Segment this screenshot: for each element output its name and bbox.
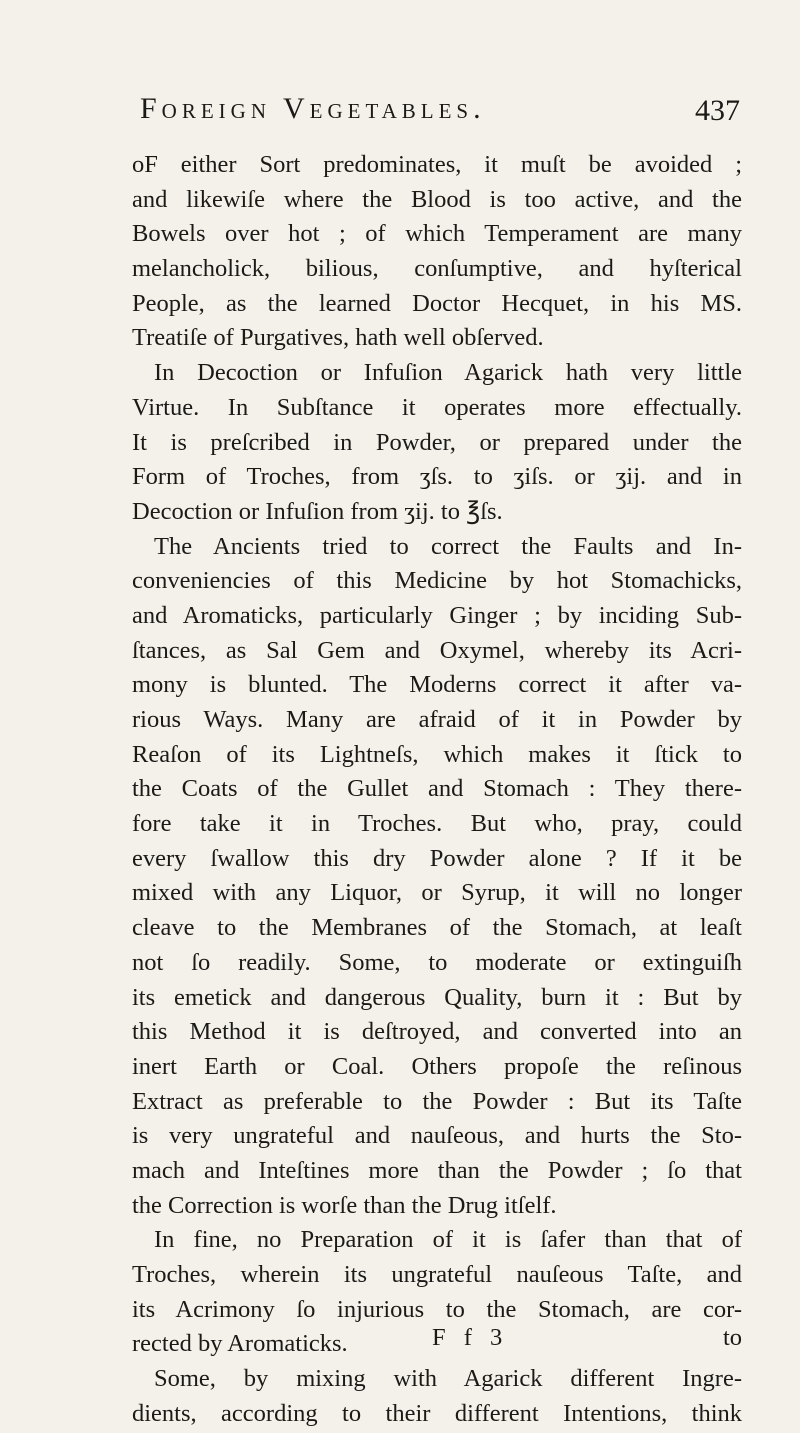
- text-line: dients, according to their different Intentions, think: [132, 1399, 742, 1427]
- text-line: Virtue. In Subſtance it operates more effectually.: [132, 393, 742, 421]
- page-number: 437: [695, 94, 740, 127]
- text-line: Bowels over hot ; of which Temperament are many: [132, 220, 742, 248]
- text-line: rious Ways. Many are afraid of it in Powder by: [132, 706, 742, 733]
- text-line: ſtances, as Sal Gem and Oxymel, whereby its Acri-: [132, 636, 742, 664]
- text-line: fore take it in Troches. But who, pray, could: [132, 810, 742, 838]
- signature-mark: F f 3: [432, 1324, 509, 1351]
- text-line: In fine, no Preparation of it is ſafer than that of: [154, 1226, 742, 1254]
- text-line: mach and Inteſtines more than the Powder ; ſo that: [132, 1156, 742, 1184]
- text-line: is very ungrateful and nauſeous, and hurts the Sto-: [132, 1122, 742, 1150]
- text-line: this Method it is deſtroyed, and converted into an: [132, 1018, 742, 1046]
- text-line: Troches, wherein its ungrateful nauſeous Taſte, and: [132, 1261, 742, 1288]
- text-line: Form of Troches, from ʒſs. to ʒiſs. or ʒij. and in: [132, 463, 742, 491]
- text-line: Some, by mixing with Agarick different Ingre-: [154, 1365, 742, 1393]
- text-line: mixed with any Liquor, or Syrup, it will no longer: [132, 879, 742, 907]
- text-line: not ſo readily. Some, to moderate or extinguiſh: [132, 948, 742, 976]
- text-line: the Coats of the Gullet and Stomach : They there-: [132, 775, 742, 803]
- catchword: to: [722, 1324, 742, 1351]
- text-line: its emetick and dangerous Quality, burn it : But by: [132, 983, 742, 1011]
- text-line: mony is blunted. The Moderns correct it after va-: [132, 671, 742, 699]
- running-head: Foreign Vegetables.: [140, 92, 486, 125]
- text-line: People, as the learned Doctor Hecquet, in his MS.: [132, 289, 742, 317]
- text-line: Reaſon of its Lightneſs, which makes it ſtick to: [132, 740, 742, 768]
- text-line: conveniencies of this Medicine by hot Stomachicks,: [132, 567, 742, 595]
- text-line: every ſwallow this dry Powder alone ? If it be: [132, 844, 742, 872]
- text-line: In Decoction or Infuſion Agarick hath very little: [154, 359, 742, 387]
- page-header: [140, 92, 740, 138]
- text-line: its Acrimony ſo injurious to the Stomach, are cor-: [132, 1295, 742, 1323]
- text-line: Extract as preferable to the Powder : But its Taſte: [132, 1087, 742, 1115]
- text-line: and likewiſe where the Blood is too active, and the: [132, 185, 742, 213]
- body-text: [132, 148, 742, 1431]
- text-line: oF either Sort predominates, it muſt be avoided ;: [132, 151, 742, 178]
- text-line: The Ancients tried to correct the Faults and In-: [154, 532, 742, 560]
- text-line: and Aromaticks, particularly Ginger ; by inciding Sub-: [132, 601, 742, 629]
- text-line: cleave to the Membranes of the Stomach, at leaſt: [132, 914, 742, 942]
- text-line: rected by Aromaticks.: [132, 1330, 348, 1358]
- text-line: Decoction or Infuſion from ʒij. to ℥ſs.: [132, 497, 503, 525]
- page-footer: [132, 1324, 742, 1360]
- text-line: the Correction is worſe than the Drug itſelf.: [132, 1191, 557, 1219]
- text-line: inert Earth or Coal. Others propoſe the reſinous: [132, 1052, 742, 1080]
- text-line: Treatiſe of Purgatives, hath well obſerved.: [132, 324, 544, 352]
- text-line: melancholick, bilious, conſumptive, and hyſterical: [132, 255, 742, 283]
- text-line: It is preſcribed in Powder, or prepared under the: [132, 428, 742, 456]
